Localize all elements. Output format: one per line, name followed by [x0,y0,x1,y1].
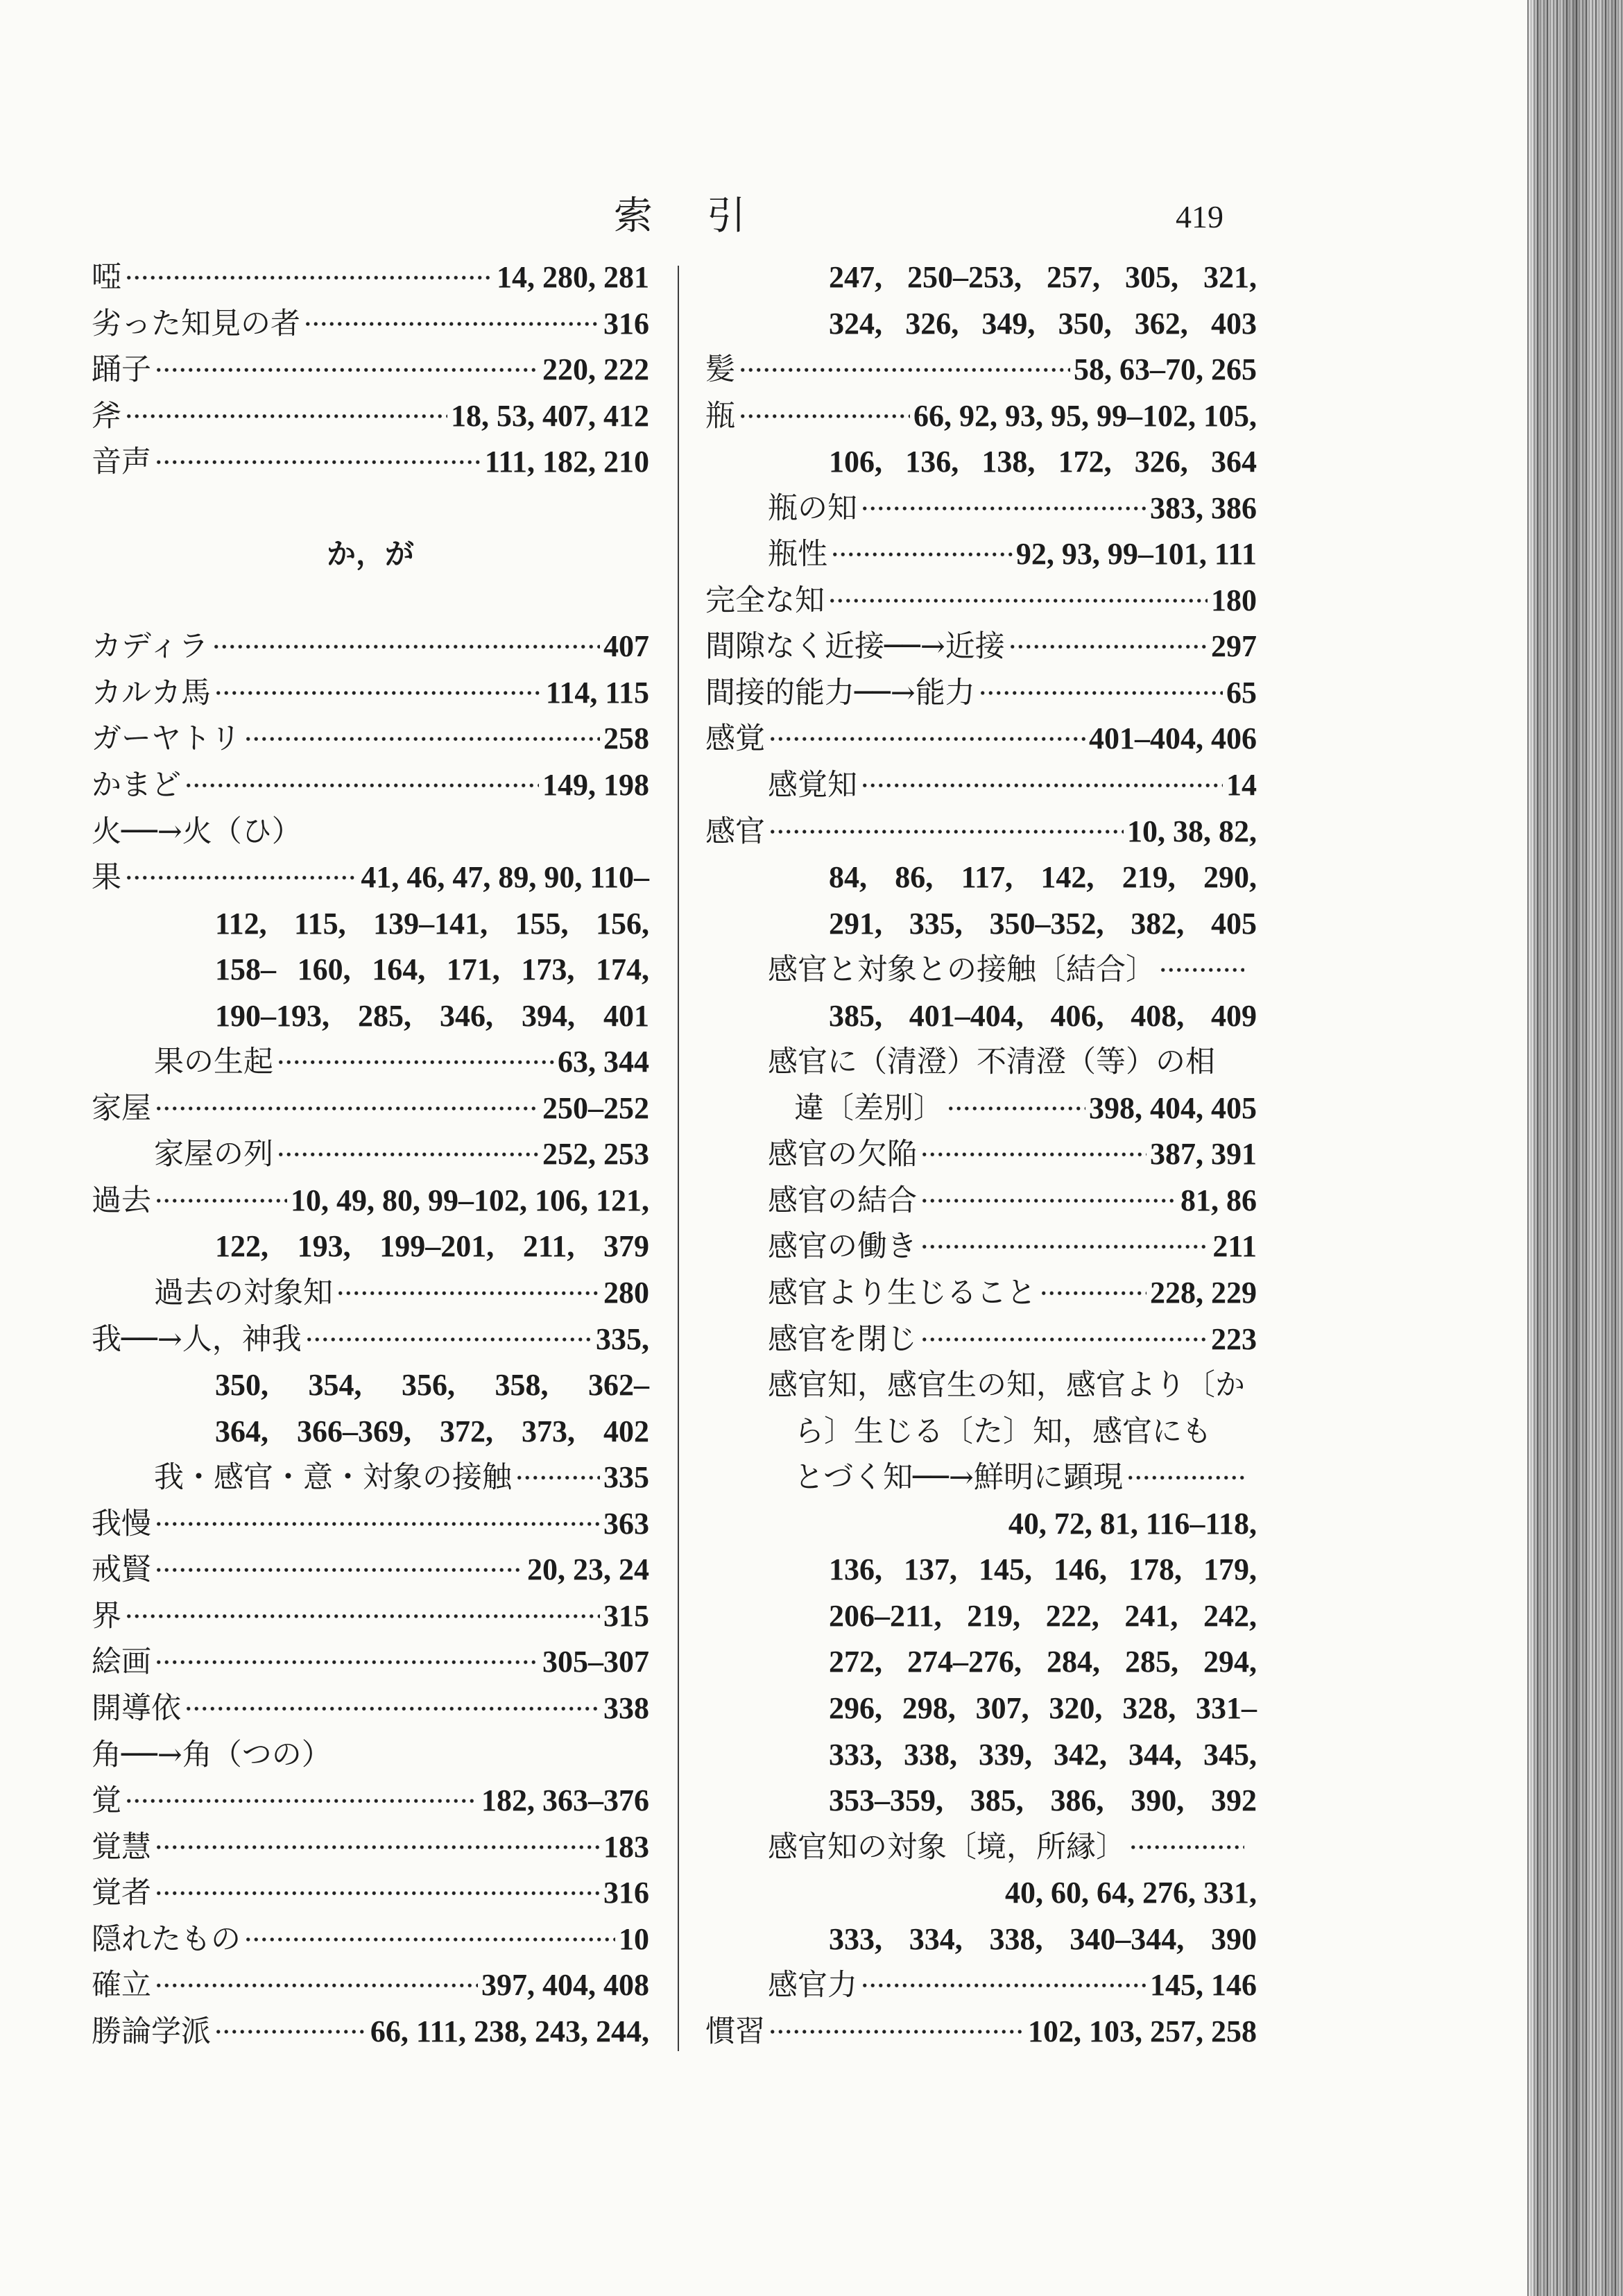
dot-leader [831,531,1013,578]
page-continuation: 296, 298, 307, 320, 328, 331– [829,1690,1257,1725]
index-entry [92,347,649,393]
entry-pages: 58, 63–70, 265 [1074,352,1257,387]
entry-term: カルカ馬 [92,675,211,710]
subentry-pages: 211 [1212,1229,1257,1264]
dot-leader [1040,1270,1147,1317]
entry-pages: 338 [603,1690,649,1725]
entry-term: 勝論学派 [92,2014,211,2049]
subentry-pages: 398, 404, 405 [1089,1090,1257,1125]
dot-leader [125,1593,600,1640]
entry-term: 完全な知 [705,583,825,618]
dot-leader [336,1270,600,1317]
entry-pages: 111, 182, 210 [484,445,649,479]
dot-leader [155,347,539,393]
cross-reference: 角──→角（つの） [92,1737,332,1772]
subentry-pages: 145, 146 [1150,1968,1257,2003]
index-subentry [92,1039,649,1086]
index-subentry [92,1270,649,1317]
subentry-pages: 383, 386 [1150,490,1257,525]
entry-pages: 14, 280, 281 [497,260,649,294]
entry-pages: 66, 92, 93, 95, 99–102, 105, [913,398,1257,433]
entry-term: 髪 [705,352,735,388]
entry-term: 絵画 [92,1645,151,1680]
dot-leader [125,1778,478,1824]
right-column [705,255,1257,2055]
index-entry [92,301,649,348]
dot-leader [768,716,1085,762]
page-continuation: 84, 86, 117, 142, 219, 290, [829,860,1257,895]
entry-pages: 250–252 [542,1090,649,1125]
subentry-term: 家屋の列 [154,1137,273,1172]
page-continuation: 40, 72, 81, 116–118, [1008,1506,1257,1541]
entry-term: 音声 [92,445,151,480]
entry-pages: 41, 46, 47, 89, 90, 110– [361,860,649,895]
page-continuation: 206–211, 219, 222, 241, 242, [829,1598,1257,1633]
dot-leader [155,1086,539,1132]
dot-leader [515,1455,600,1501]
index-entry [92,624,649,670]
index-entry [705,2009,1257,2055]
entry-pages: 401–404, 406 [1089,721,1257,756]
index-subentry [92,1455,649,1501]
subentry-term: 我・感官・意・対象の接触 [154,1460,512,1496]
dot-leader [125,855,357,901]
dot-leader [277,1131,539,1178]
subentry-pages: 252, 253 [542,1137,649,1172]
dot-leader [768,809,1124,855]
entry-term: 間隙なく近接──→近接 [705,629,1005,665]
dot-leader [184,762,539,809]
entry-term: 我慢 [92,1506,151,1541]
entry-pages: 182, 363–376 [481,1783,649,1818]
entry-term: 覚 [92,1783,121,1819]
index-entry [92,716,649,762]
index-entry [92,1824,649,1871]
dot-leader [212,624,600,670]
index-subentry [705,1962,1257,2009]
entry-pages: 180 [1211,583,1257,617]
index-entry [92,1317,649,1363]
entry-term: 覚慧 [92,1829,151,1865]
dot-leader [828,578,1208,624]
index-entry [92,1593,649,1640]
subentry-term: 感官知の対象〔境，所縁〕 [768,1829,1126,1865]
entry-term: 啞 [92,260,121,295]
entry-term: 確立 [92,1968,151,2003]
index-entry [705,578,1257,624]
dot-leader [155,1824,600,1871]
entry-pages: 66, 111, 238, 243, 244, [370,2014,649,2048]
page-continuation: 106, 136, 138, 172, 326, 364 [829,445,1257,479]
index-subentry [705,947,1257,993]
entry-term: 開導依 [92,1690,181,1726]
index-subentry [705,1317,1257,1363]
dot-leader [304,301,600,348]
dot-leader [155,1501,600,1548]
dot-leader [244,716,600,762]
dot-leader [305,1317,592,1363]
index-entry [92,393,649,440]
subentry-pages: 81, 86 [1180,1183,1257,1217]
index-subentry [705,1270,1257,1317]
entry-pages: 315 [603,1598,649,1633]
entry-pages: 65 [1226,675,1257,710]
column-rule [678,266,679,2051]
index-entry [705,624,1257,670]
dot-leader [214,2009,367,2055]
cross-reference: 火──→火（ひ） [92,814,302,849]
page-continuation: 247, 250–253, 257, 305, 321, [829,260,1257,294]
subentry-pages: 280 [603,1276,649,1310]
left-column [92,255,649,2055]
page-continuation: 333, 334, 338, 340–344, 390 [829,1921,1257,1956]
index-subentry [705,531,1257,578]
subentry-term: 感官の欠陥 [768,1137,917,1172]
entry-term: 瓶 [705,398,735,434]
index-entry [92,255,649,301]
subentry-term: 感官力 [768,1968,857,2003]
dot-leader [979,670,1223,717]
index-entry [92,1178,649,1224]
dot-leader [125,255,493,301]
entry-pages: 102, 103, 257, 258 [1028,2014,1257,2048]
subentry-pages: 92, 93, 99–101, 111 [1015,537,1257,572]
page-continuation: 350, 354, 356, 358, 362– [215,1368,649,1403]
index-entry [705,347,1257,393]
entry-term: 感官 [705,814,765,849]
entry-pages: 220, 222 [542,352,649,387]
book-page-edge [1527,0,1623,2296]
page-continuation: 158– 160, 164, 171, 173, 174, [215,952,649,987]
dot-leader [214,670,542,717]
dot-leader [125,393,447,440]
entry-pages: 114, 115 [545,675,649,710]
entry-pages: 10, 49, 80, 99–102, 106, 121, [291,1183,649,1217]
entry-pages: 316 [603,1876,649,1910]
dot-leader [861,762,1223,809]
subentry-pages: 228, 229 [1150,1276,1257,1310]
page-continuation: 333, 338, 339, 342, 344, 345, [829,1737,1257,1772]
entry-pages: 18, 53, 407, 412 [451,398,649,433]
page-continuation: 364, 366–369, 372, 373, 402 [215,1414,649,1448]
dot-leader [768,2009,1024,2055]
entry-term: 劣った知見の者 [92,306,300,341]
entry-pages: 397, 404, 408 [481,1968,649,2003]
subentry-term: 果の生起 [154,1045,273,1080]
subentry-term: 瓶性 [768,537,827,572]
index-entry [92,855,649,901]
dot-leader [155,1547,524,1593]
entry-pages: 316 [603,306,649,341]
dot-leader [155,1870,600,1917]
index-entry [92,762,649,809]
entry-pages: 149, 198 [542,768,649,803]
entry-term: 間接的能力──→能力 [705,675,975,710]
dot-leader [861,486,1147,532]
entry-term: 踊子 [92,352,151,388]
page-continuation: 40, 60, 64, 276, 331, [1005,1876,1257,1910]
dot-leader [739,347,1070,393]
index-entry [92,1778,649,1824]
dot-leader [861,1962,1147,2009]
page-continuation: 190–193, 285, 346, 394, 401 [215,998,649,1033]
dot-leader [1129,1824,1244,1871]
subentry-term-line: 感官知，感官生の知，感官より〔か [768,1368,1245,1403]
section-heading: か，が [326,537,414,572]
index-subentry [705,1824,1257,1871]
entry-term: 隠れたもの [92,1921,241,1957]
index-subentry [705,1178,1257,1224]
dot-leader [184,1686,600,1732]
entry-pages: 20, 23, 24 [527,1552,649,1587]
entry-term: カディラ [92,629,209,665]
index-entry [92,1686,649,1732]
entry-pages: 407 [603,629,649,664]
subentry-term: とづく知──→鮮明に顕現 [794,1460,1123,1496]
index-entry [92,1547,649,1593]
blank-line [92,486,649,532]
dot-leader [155,1178,287,1224]
index-entry [705,809,1257,855]
entry-pages: 305–307 [542,1645,649,1679]
dot-leader [277,1039,554,1086]
entry-term: 慣習 [705,2014,765,2049]
entry-term: 覚者 [92,1876,151,1911]
subentry-pages: 223 [1211,1321,1257,1356]
subentry-term-line: ら〕生じる〔た〕知，感官にも [794,1414,1212,1449]
entry-term: 感覚 [705,721,765,757]
entry-term: かまど [92,768,181,803]
entry-term: 果 [92,860,121,896]
dot-leader [920,1178,1177,1224]
entry-term: 戒賢 [92,1552,151,1588]
page-continuation: 136, 137, 145, 146, 178, 179, [829,1552,1257,1587]
subentry-term: 瓶の知 [768,490,857,526]
index-entry [705,393,1257,440]
entry-term: 過去 [92,1183,151,1218]
index-subentry [705,762,1257,809]
dot-leader [1159,947,1244,993]
entry-term: 斧 [92,398,121,434]
index-subentry [705,1455,1257,1501]
subentry-pages: 14 [1226,768,1257,803]
entry-pages: 10, 38, 82, [1127,814,1257,848]
entry-term: ガーヤトリ [92,721,241,757]
page-continuation: 122, 193, 199–201, 211, 379 [215,1229,649,1264]
subentry-term: 感覚知 [768,768,857,803]
entry-pages: 258 [603,721,649,756]
index-subentry [705,1131,1257,1178]
dot-leader [920,1131,1147,1178]
dot-leader [1008,624,1208,670]
index-entry [92,1870,649,1917]
index-subentry [705,486,1257,532]
page-continuation: 272, 274–276, 284, 285, 294, [829,1645,1257,1679]
dot-leader [920,1224,1209,1270]
subentry-term-line: 感官に（清澄）不清澄（等）の相 [768,1045,1215,1080]
entry-term: 家屋 [92,1090,151,1126]
entry-pages: 297 [1211,629,1257,664]
page-continuation: 291, 335, 350–352, 382, 405 [829,906,1257,941]
dot-leader [1126,1455,1244,1501]
index-subentry [705,1224,1257,1270]
entry-pages: 10 [619,1921,649,1956]
entry-term: 界 [92,1598,121,1634]
entry-pages: 183 [603,1829,649,1864]
index-subentry [705,1086,1257,1132]
index-entry [92,1917,649,1963]
index-entry [92,1086,649,1132]
page-continuation: 385, 401–404, 406, 408, 409 [829,998,1257,1033]
entry-pages: 335, [596,1321,649,1356]
entry-term: 我──→人，神我 [92,1321,302,1357]
subentry-term: 感官と対象との接触〔結合〕 [768,952,1156,988]
subentry-pages: 335 [603,1460,649,1495]
subentry-term: 感官より生じること [768,1276,1036,1311]
index-entry [705,716,1257,762]
dot-leader [244,1917,615,1963]
page-number: 419 [1176,199,1223,234]
index-entry [92,439,649,486]
dot-leader [739,393,910,440]
page-continuation: 112, 115, 139–141, 155, 156, [215,906,649,941]
entry-pages: 363 [603,1506,649,1541]
subentry-term: 過去の対象知 [154,1276,333,1311]
index-entry [92,1501,649,1548]
running-head-title: 索引 [614,194,800,239]
index-entry [92,1639,649,1686]
index-entry [705,670,1257,717]
index-entry [92,1962,649,2009]
page-continuation: 324, 326, 349, 350, 362, 403 [829,306,1257,341]
page-continuation: 353–359, 385, 386, 390, 392 [829,1783,1257,1818]
subentry-term: 感官の働き [768,1229,917,1265]
dot-leader [947,1086,1085,1132]
dot-leader [920,1317,1208,1363]
subentry-term: 感官を閉じ [768,1321,917,1357]
index-entry [92,670,649,717]
dot-leader [155,1639,539,1686]
subentry-term: 違〔差別〕 [794,1090,943,1126]
index-entry [92,2009,649,2055]
index-subentry [92,1131,649,1178]
dot-leader [155,439,481,486]
subentry-pages: 387, 391 [1150,1137,1257,1172]
subentry-pages: 63, 344 [558,1045,649,1079]
blank-line [92,578,649,624]
subentry-term: 感官の結合 [768,1183,917,1218]
dot-leader [155,1962,478,2009]
